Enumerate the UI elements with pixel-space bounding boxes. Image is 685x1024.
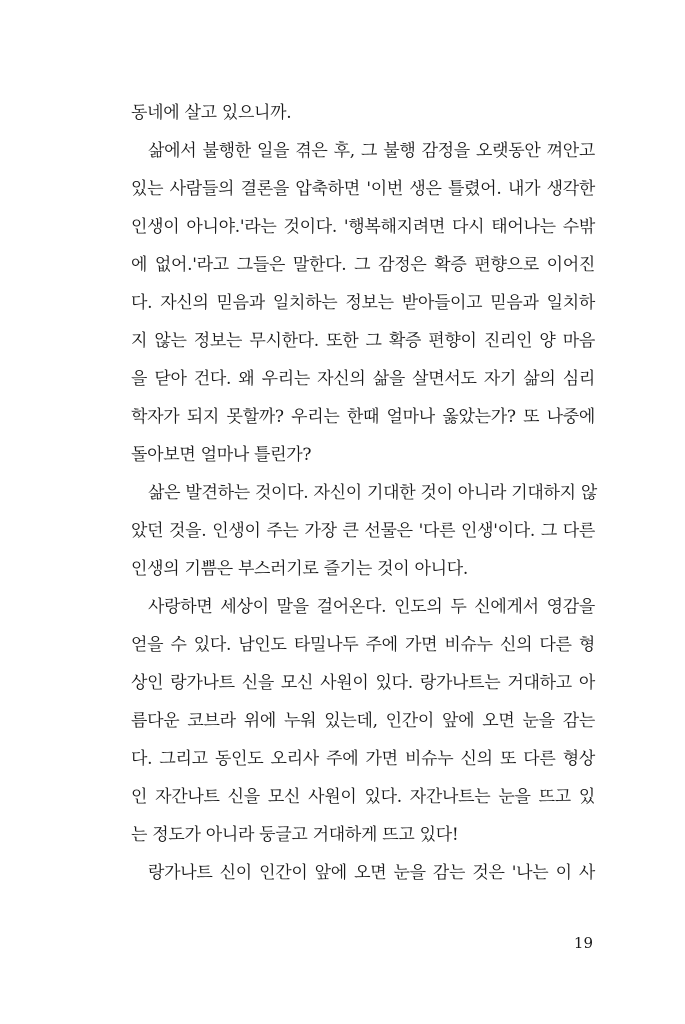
text-line: 돌아보면 얼마나 틀린가? xyxy=(131,445,312,465)
text-line: 삶에서 불행한 일을 겪은 후, 그 불행 감정을 오랫동안 껴안고 xyxy=(148,141,595,161)
text-line: 다. 자신의 믿음과 일치하는 정보는 받아들이고 믿음과 일치하 xyxy=(131,293,595,313)
text-line: 름다운 코브라 위에 누워 있는데, 인간이 앞에 오면 눈을 감는 xyxy=(131,711,595,731)
text-line: 랑가나트 신이 인간이 앞에 오면 눈을 감는 것은 '나는 이 사 xyxy=(148,863,595,883)
text-line: 인생이 아니야.'라는 것이다. '행복해지려면 다시 태어나는 수밖 xyxy=(131,217,595,237)
text-line: 동네에 살고 있으니까. xyxy=(131,103,292,123)
text-line: 인 자간나트 신을 모신 사원이 있다. 자간나트는 눈을 뜨고 있 xyxy=(131,787,595,807)
text-line: 상인 랑가나트 신을 모신 사원이 있다. 랑가나트는 거대하고 아 xyxy=(131,673,595,693)
page-number: 19 xyxy=(573,934,593,952)
text-line: 인생의 기쁨은 부스러기로 즐기는 것이 아니다. xyxy=(131,559,468,579)
text-line: 학자가 되지 못할까? 우리는 한때 얼마나 옳았는가? 또 나중에 xyxy=(131,407,595,427)
body-text xyxy=(131,94,595,892)
text-line: 지 않는 정보는 무시한다. 또한 그 확증 편향이 진리인 양 마음 xyxy=(131,331,595,351)
text-line: 았던 것을. 인생이 주는 가장 큰 선물은 '다른 인생'이다. 그 다른 xyxy=(131,521,595,541)
text-line: 얻을 수 있다. 남인도 타밀나두 주에 가면 비슈누 신의 다른 형 xyxy=(131,635,595,655)
text-line: 다. 그리고 동인도 오리사 주에 가면 비슈누 신의 또 다른 형상 xyxy=(131,749,595,769)
text-line: 에 없어.'라고 그들은 말한다. 그 감정은 확증 편향으로 이어진 xyxy=(131,255,595,275)
text-line: 삶은 발견하는 것이다. 자신이 기대한 것이 아니라 기대하지 않 xyxy=(148,483,597,503)
text-line: 는 정도가 아니라 둥글고 거대하게 뜨고 있다! xyxy=(131,825,459,845)
text-line: 있는 사람들의 결론을 압축하면 '이번 생은 틀렸어. 내가 생각한 xyxy=(131,179,595,199)
text-line: 을 닫아 건다. 왜 우리는 자신의 삶을 살면서도 자기 삶의 심리 xyxy=(131,369,595,389)
text-line: 사랑하면 세상이 말을 걸어온다. 인도의 두 신에게서 영감을 xyxy=(148,597,595,617)
